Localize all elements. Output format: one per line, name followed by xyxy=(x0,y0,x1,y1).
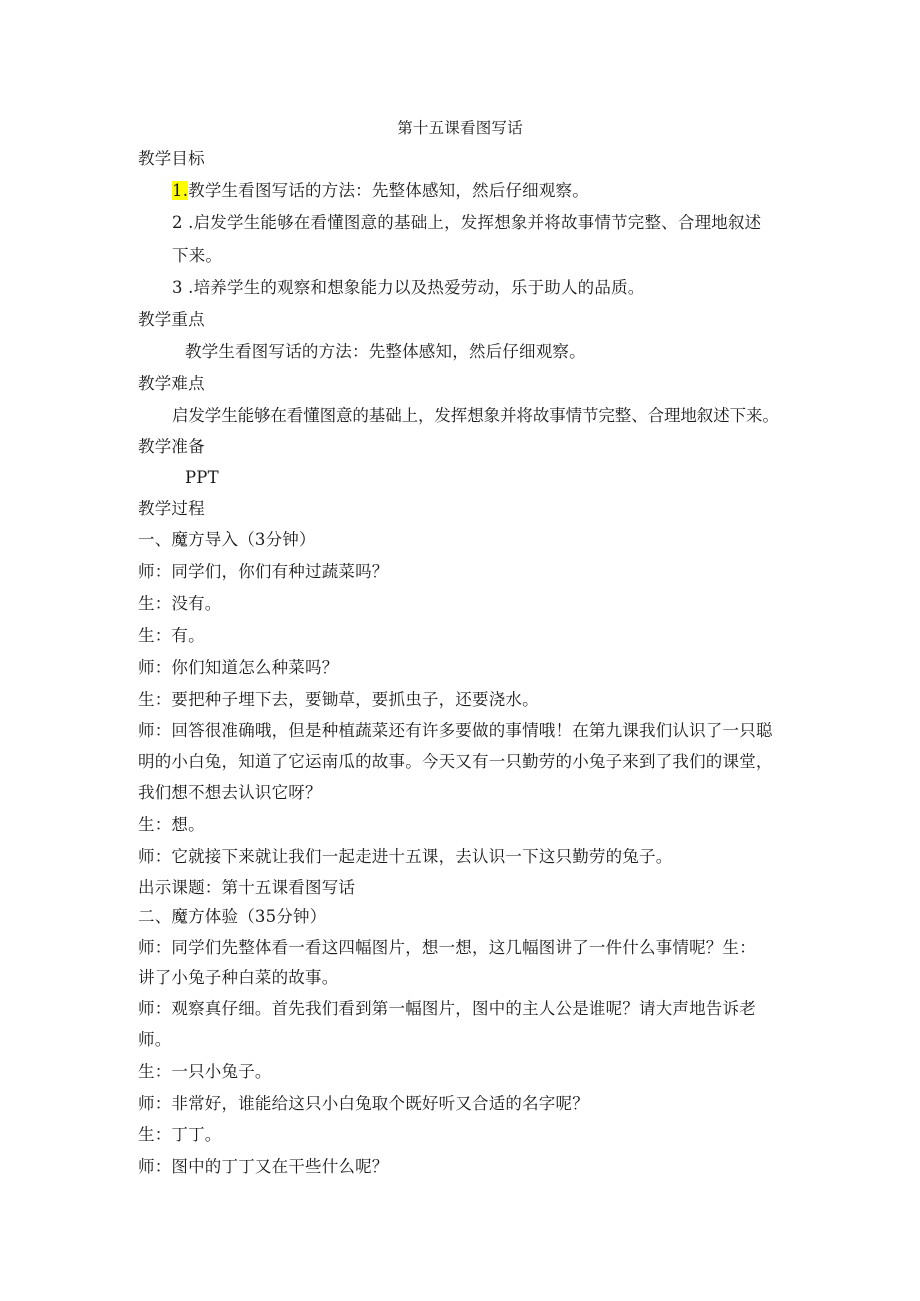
key-point-heading: 教学重点 xyxy=(138,310,205,329)
process-heading: 教学过程 xyxy=(138,499,205,518)
process-line: 师：同学们，你们有种过蔬菜吗？ xyxy=(138,562,389,581)
process-line: 出示课题：第十五课看图写话 xyxy=(138,878,356,897)
process-line: 一、魔方导入（3分钟） xyxy=(138,530,316,549)
process-line: 师：它就接下来就让我们一起走进十五课，去认识一下这只勤劳的兔子。 xyxy=(138,847,673,866)
objectives-heading: 教学目标 xyxy=(138,149,205,168)
process-line: 师：回答很准确哦，但是种植蔬菜还有许多要做的事情哦！在第九课我们认识了一只聪 xyxy=(138,721,773,740)
objective-1-text: 教学生看图写话的方法：先整体感知，然后仔细观察。 xyxy=(188,181,589,200)
process-line: 我们想不想去认识它呀？ xyxy=(138,783,322,802)
process-line: 生：丁丁。 xyxy=(138,1125,222,1144)
process-line: 二、魔方体验（35分钟） xyxy=(138,907,327,926)
objective-2-line-1: 2 .启发学生能够在看懂图意的基础上，发挥想象并将故事情节完整、合理地叙述 xyxy=(172,213,762,232)
preparation-text: PPT xyxy=(185,468,219,487)
process-line: 生：一只小兔子。 xyxy=(138,1062,272,1081)
process-line: 生：要把种子埋下去，要锄草，要抓虫子，还要浇水。 xyxy=(138,690,539,709)
process-line: 生：没有。 xyxy=(138,594,222,613)
objective-3: 3 .培养学生的观察和想象能力以及热爱劳动，乐于助人的品质。 xyxy=(172,278,645,297)
process-line: 明的小白兔，知道了它运南瓜的故事。今天又有一只勤劳的小兔子来到了我们的课堂， xyxy=(138,752,773,771)
process-line: 师：同学们先整体看一看这四幅图片，想一想，这几幅图讲了一件什么事情呢？生： xyxy=(138,938,756,957)
process-line: 讲了小兔子种白菜的故事。 xyxy=(138,968,339,987)
key-point-text: 教学生看图写话的方法：先整体感知，然后仔细观察。 xyxy=(185,342,586,361)
objective-1 xyxy=(172,180,589,202)
document-title: 第十五课看图写话 xyxy=(397,119,523,137)
preparation-heading: 教学准备 xyxy=(138,437,205,456)
objective-1-number: 1. xyxy=(172,181,189,200)
process-line: 师：图中的丁丁又在干些什么呢？ xyxy=(138,1157,389,1176)
process-line: 生：想。 xyxy=(138,815,205,834)
objective-2-line-2: 下来。 xyxy=(172,246,223,265)
difficulty-heading: 教学难点 xyxy=(138,374,205,393)
process-line: 师：你们知道怎么种菜吗？ xyxy=(138,658,339,677)
process-line: 生：有。 xyxy=(138,626,205,645)
difficulty-text: 启发学生能够在看懂图意的基础上，发挥想象并将故事情节完整、合理地叙述下来。 xyxy=(172,406,779,425)
process-line: 师：观察真仔细。首先我们看到第一幅图片，图中的主人公是谁呢？请大声地告诉老 xyxy=(138,999,756,1018)
process-line: 师：非常好，谁能给这只小白兔取个既好听又合适的名字呢？ xyxy=(138,1094,589,1113)
process-line: 师。 xyxy=(138,1030,172,1049)
